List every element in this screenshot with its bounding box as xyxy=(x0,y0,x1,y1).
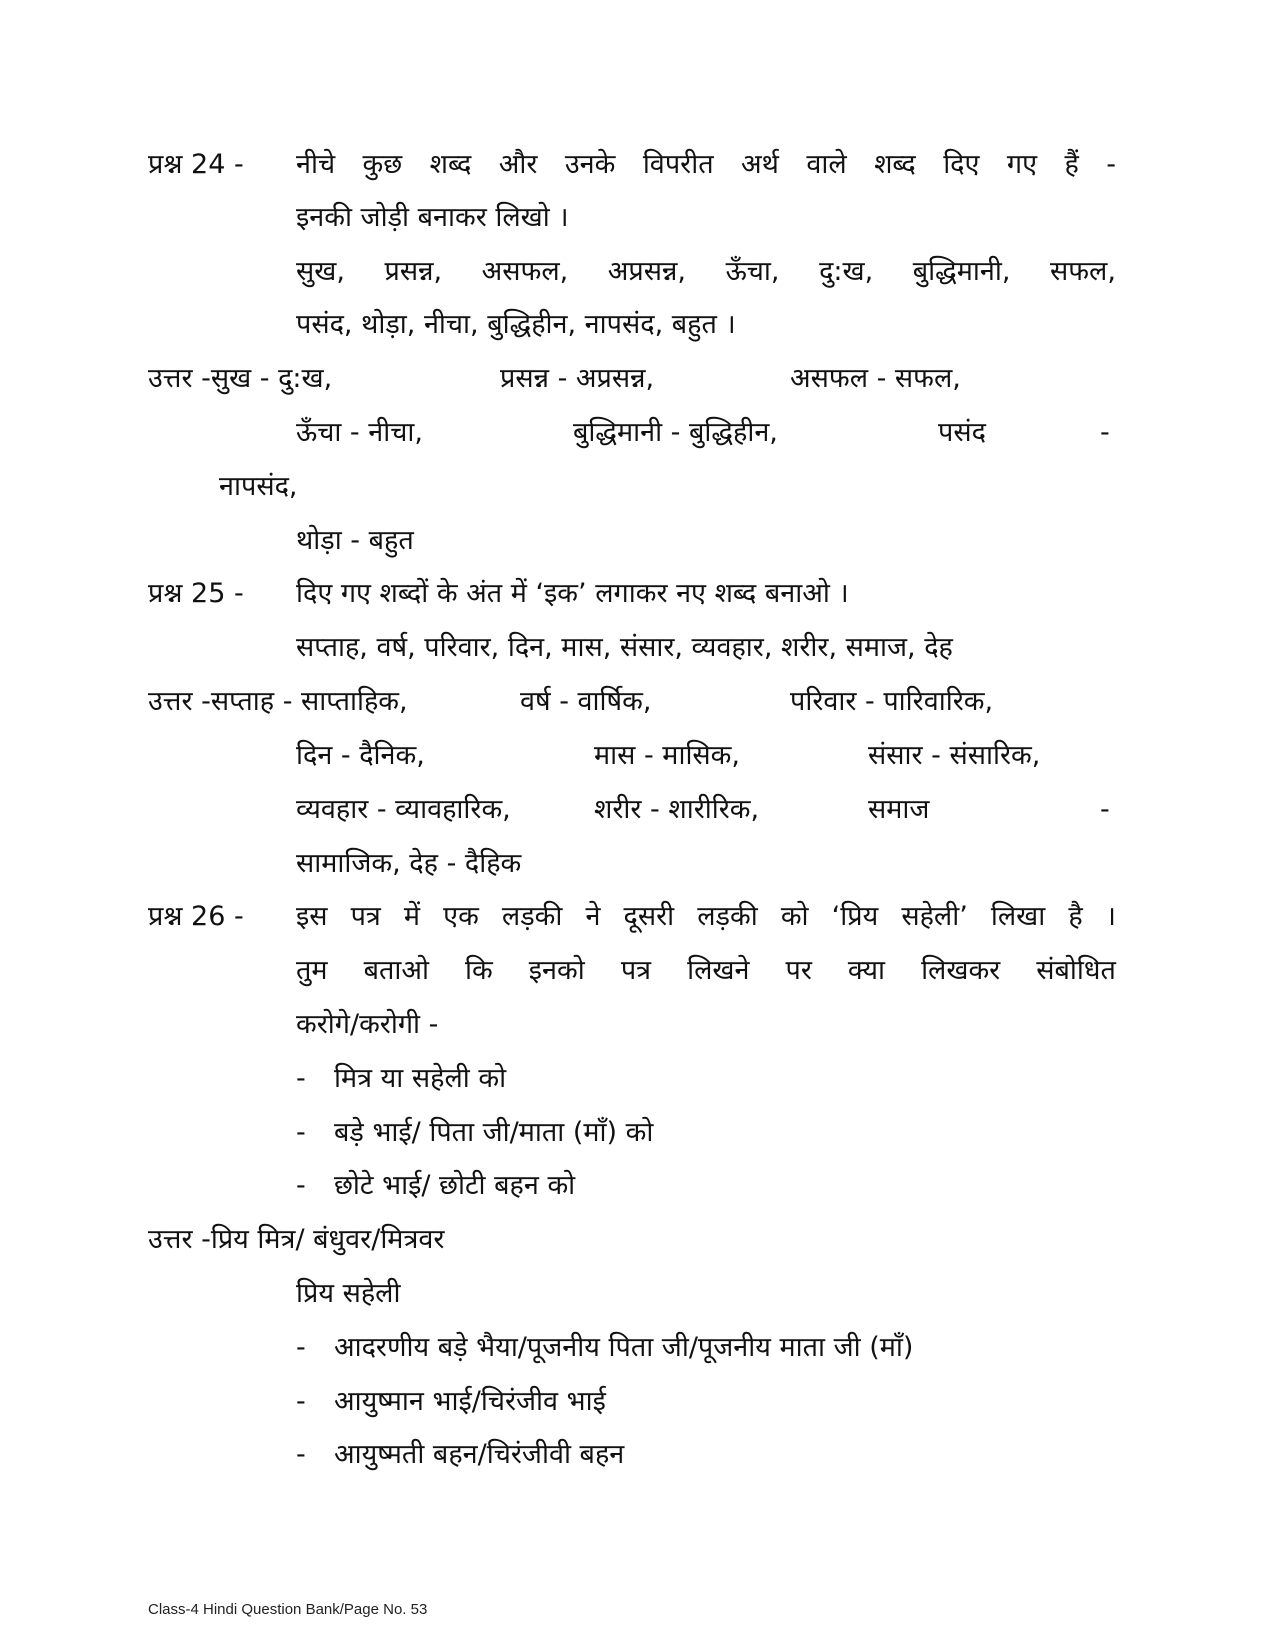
word: सहेली’ xyxy=(901,901,968,932)
option-text: छोटे भाई/ छोटी बहन को xyxy=(334,1170,576,1201)
answer-24-pair-2: प्रसन्न - अप्रसन्न, xyxy=(500,363,655,394)
word: दु:ख, xyxy=(819,256,874,287)
word: उनके xyxy=(564,149,616,180)
word: और xyxy=(498,149,538,180)
question-24-word-list-cont: पसंद, थोड़ा, नीचा, बुद्धिहीन, नापसंद, बहुत । xyxy=(296,309,736,340)
word: कि xyxy=(465,955,493,986)
question-24-line-2: इनकी जोड़ी बनाकर लिखो । xyxy=(296,202,569,233)
question-25-line-1: दिए गए शब्दों के अंत में ‘इक’ लगाकर नए शब्द बनाओ । xyxy=(296,578,849,609)
bullet-dash: - xyxy=(296,1170,306,1201)
word: वाले xyxy=(806,149,847,180)
word: ऊँचा, xyxy=(725,256,780,287)
word: लड़की xyxy=(697,901,758,932)
question-26-line-2 xyxy=(296,951,1116,991)
answer-25-label: उत्तर -सप्ताह - साप्ताहिक, xyxy=(148,686,408,717)
word: इनको xyxy=(528,955,585,986)
bullet-dash: - xyxy=(296,1439,306,1470)
page-footer: Class-4 Hindi Question Bank/Page No. 53 xyxy=(148,1601,428,1618)
answer-26-option-2 xyxy=(0,1382,1275,1422)
word: संबोधित xyxy=(1036,955,1116,986)
word: नीचे xyxy=(296,149,336,180)
word: को xyxy=(780,901,809,932)
word: लड़की xyxy=(501,901,563,932)
word: गए xyxy=(1006,149,1038,180)
word: पत्र xyxy=(620,955,652,986)
word: अप्रसन्न, xyxy=(607,256,687,287)
word: प्रसन्न, xyxy=(384,256,443,287)
answer-24-pair-4: ऊँचा - नीचा, xyxy=(296,417,423,448)
bullet-dash: - xyxy=(296,1117,306,1148)
word: पर xyxy=(785,955,812,986)
answer-24-pair-3: असफल - सफल, xyxy=(790,363,961,394)
word: लिखने xyxy=(687,955,750,986)
word: क्या xyxy=(847,955,886,986)
option-text: आयुष्मती बहन/चिरंजीवी बहन xyxy=(334,1439,625,1470)
answer-26-option-3 xyxy=(0,1435,1275,1475)
answer-25-pair-3: परिवार - पारिवारिक, xyxy=(790,686,994,717)
word: ‘प्रिय xyxy=(831,901,879,932)
answer-25-pair-9-dash: - xyxy=(1100,794,1110,825)
word: सफल, xyxy=(1049,256,1116,287)
answer-25-pair-9-cont: सामाजिक, देह - दैहिक xyxy=(296,848,522,879)
word: सुख, xyxy=(296,256,345,287)
answer-24-pair-6-word: पसंद xyxy=(938,417,986,448)
word: असफल, xyxy=(481,256,569,287)
word: अर्थ xyxy=(741,149,779,180)
question-26-option-1 xyxy=(0,1059,1275,1099)
option-text: मित्र या सहेली को xyxy=(334,1063,507,1094)
question-25-label: प्रश्न 25 - xyxy=(148,578,244,609)
word: में xyxy=(403,901,421,932)
word: एक xyxy=(443,901,479,932)
word: इस xyxy=(296,901,328,932)
word: दिए xyxy=(943,149,980,180)
word: ने xyxy=(585,901,601,932)
bullet-dash: - xyxy=(296,1063,306,1094)
option-text: बड़े भाई/ पिता जी/माता (माँ) को xyxy=(334,1117,654,1148)
answer-24-label: उत्तर -सुख - दु:ख, xyxy=(148,363,333,394)
word: है xyxy=(1068,901,1083,932)
question-26-option-3 xyxy=(0,1166,1275,1206)
answer-24-pair-5: बुद्धिमानी - बुद्धिहीन, xyxy=(573,417,778,448)
question-26-option-2 xyxy=(0,1113,1275,1153)
question-24-word-list xyxy=(296,252,1116,292)
answer-25-pair-8: शरीर - शारीरिक, xyxy=(594,794,760,825)
word: विपरीत xyxy=(642,149,714,180)
answer-24-pair-7: थोड़ा - बहुत xyxy=(296,525,414,556)
option-text: आयुष्मान भाई/चिरंजीव भाई xyxy=(334,1386,606,1417)
answer-26-line-2: प्रिय सहेली xyxy=(296,1278,401,1309)
question-24-label: प्रश्न 24 - xyxy=(148,149,244,180)
word: । xyxy=(1105,901,1116,932)
word: लिखा xyxy=(990,901,1046,932)
word: पत्र xyxy=(350,901,381,932)
word: तुम xyxy=(296,955,328,986)
answer-25-pair-7: व्यवहार - व्यावहारिक, xyxy=(296,794,511,825)
answer-25-pair-9-word: समाज xyxy=(868,794,930,825)
word: शब्द xyxy=(429,149,472,180)
question-26-line-1 xyxy=(296,897,1116,937)
answer-24-pair-6-cont: नापसंद, xyxy=(219,471,298,502)
word: - xyxy=(1106,149,1116,180)
question-24-line-1 xyxy=(296,145,1116,185)
word: हैं xyxy=(1064,149,1079,180)
question-25-word-list: सप्ताह, वर्ष, परिवार, दिन, मास, संसार, व्यवहार, शरीर, समाज, देह xyxy=(296,632,953,663)
answer-24-pair-6-dash: - xyxy=(1100,417,1110,448)
word: बुद्धिमानी, xyxy=(912,256,1011,287)
option-text: आदरणीय बड़े भैया/पूजनीय पिता जी/पूजनीय माता जी (माँ) xyxy=(334,1332,914,1363)
bullet-dash: - xyxy=(296,1332,306,1363)
answer-26-label: उत्तर -प्रिय मित्र/ बंधुवर/मित्रवर xyxy=(148,1224,445,1255)
answer-26-option-1 xyxy=(0,1328,1275,1368)
question-26-label: प्रश्न 26 - xyxy=(148,901,244,932)
answer-25-pair-5: मास - मासिक, xyxy=(594,740,741,771)
word: शब्द xyxy=(874,149,916,180)
answer-25-pair-2: वर्ष - वार्षिक, xyxy=(520,686,652,717)
answer-25-pair-6: संसार - संसारिक, xyxy=(868,740,1041,771)
answer-25-pair-4: दिन - दैनिक, xyxy=(296,740,425,771)
word: लिखकर xyxy=(921,955,1001,986)
word: बताओ xyxy=(363,955,429,986)
question-26-line-3: करोगे/करोगी - xyxy=(296,1009,439,1040)
word: कुछ xyxy=(362,149,403,180)
bullet-dash: - xyxy=(296,1386,306,1417)
word: दूसरी xyxy=(623,901,675,932)
